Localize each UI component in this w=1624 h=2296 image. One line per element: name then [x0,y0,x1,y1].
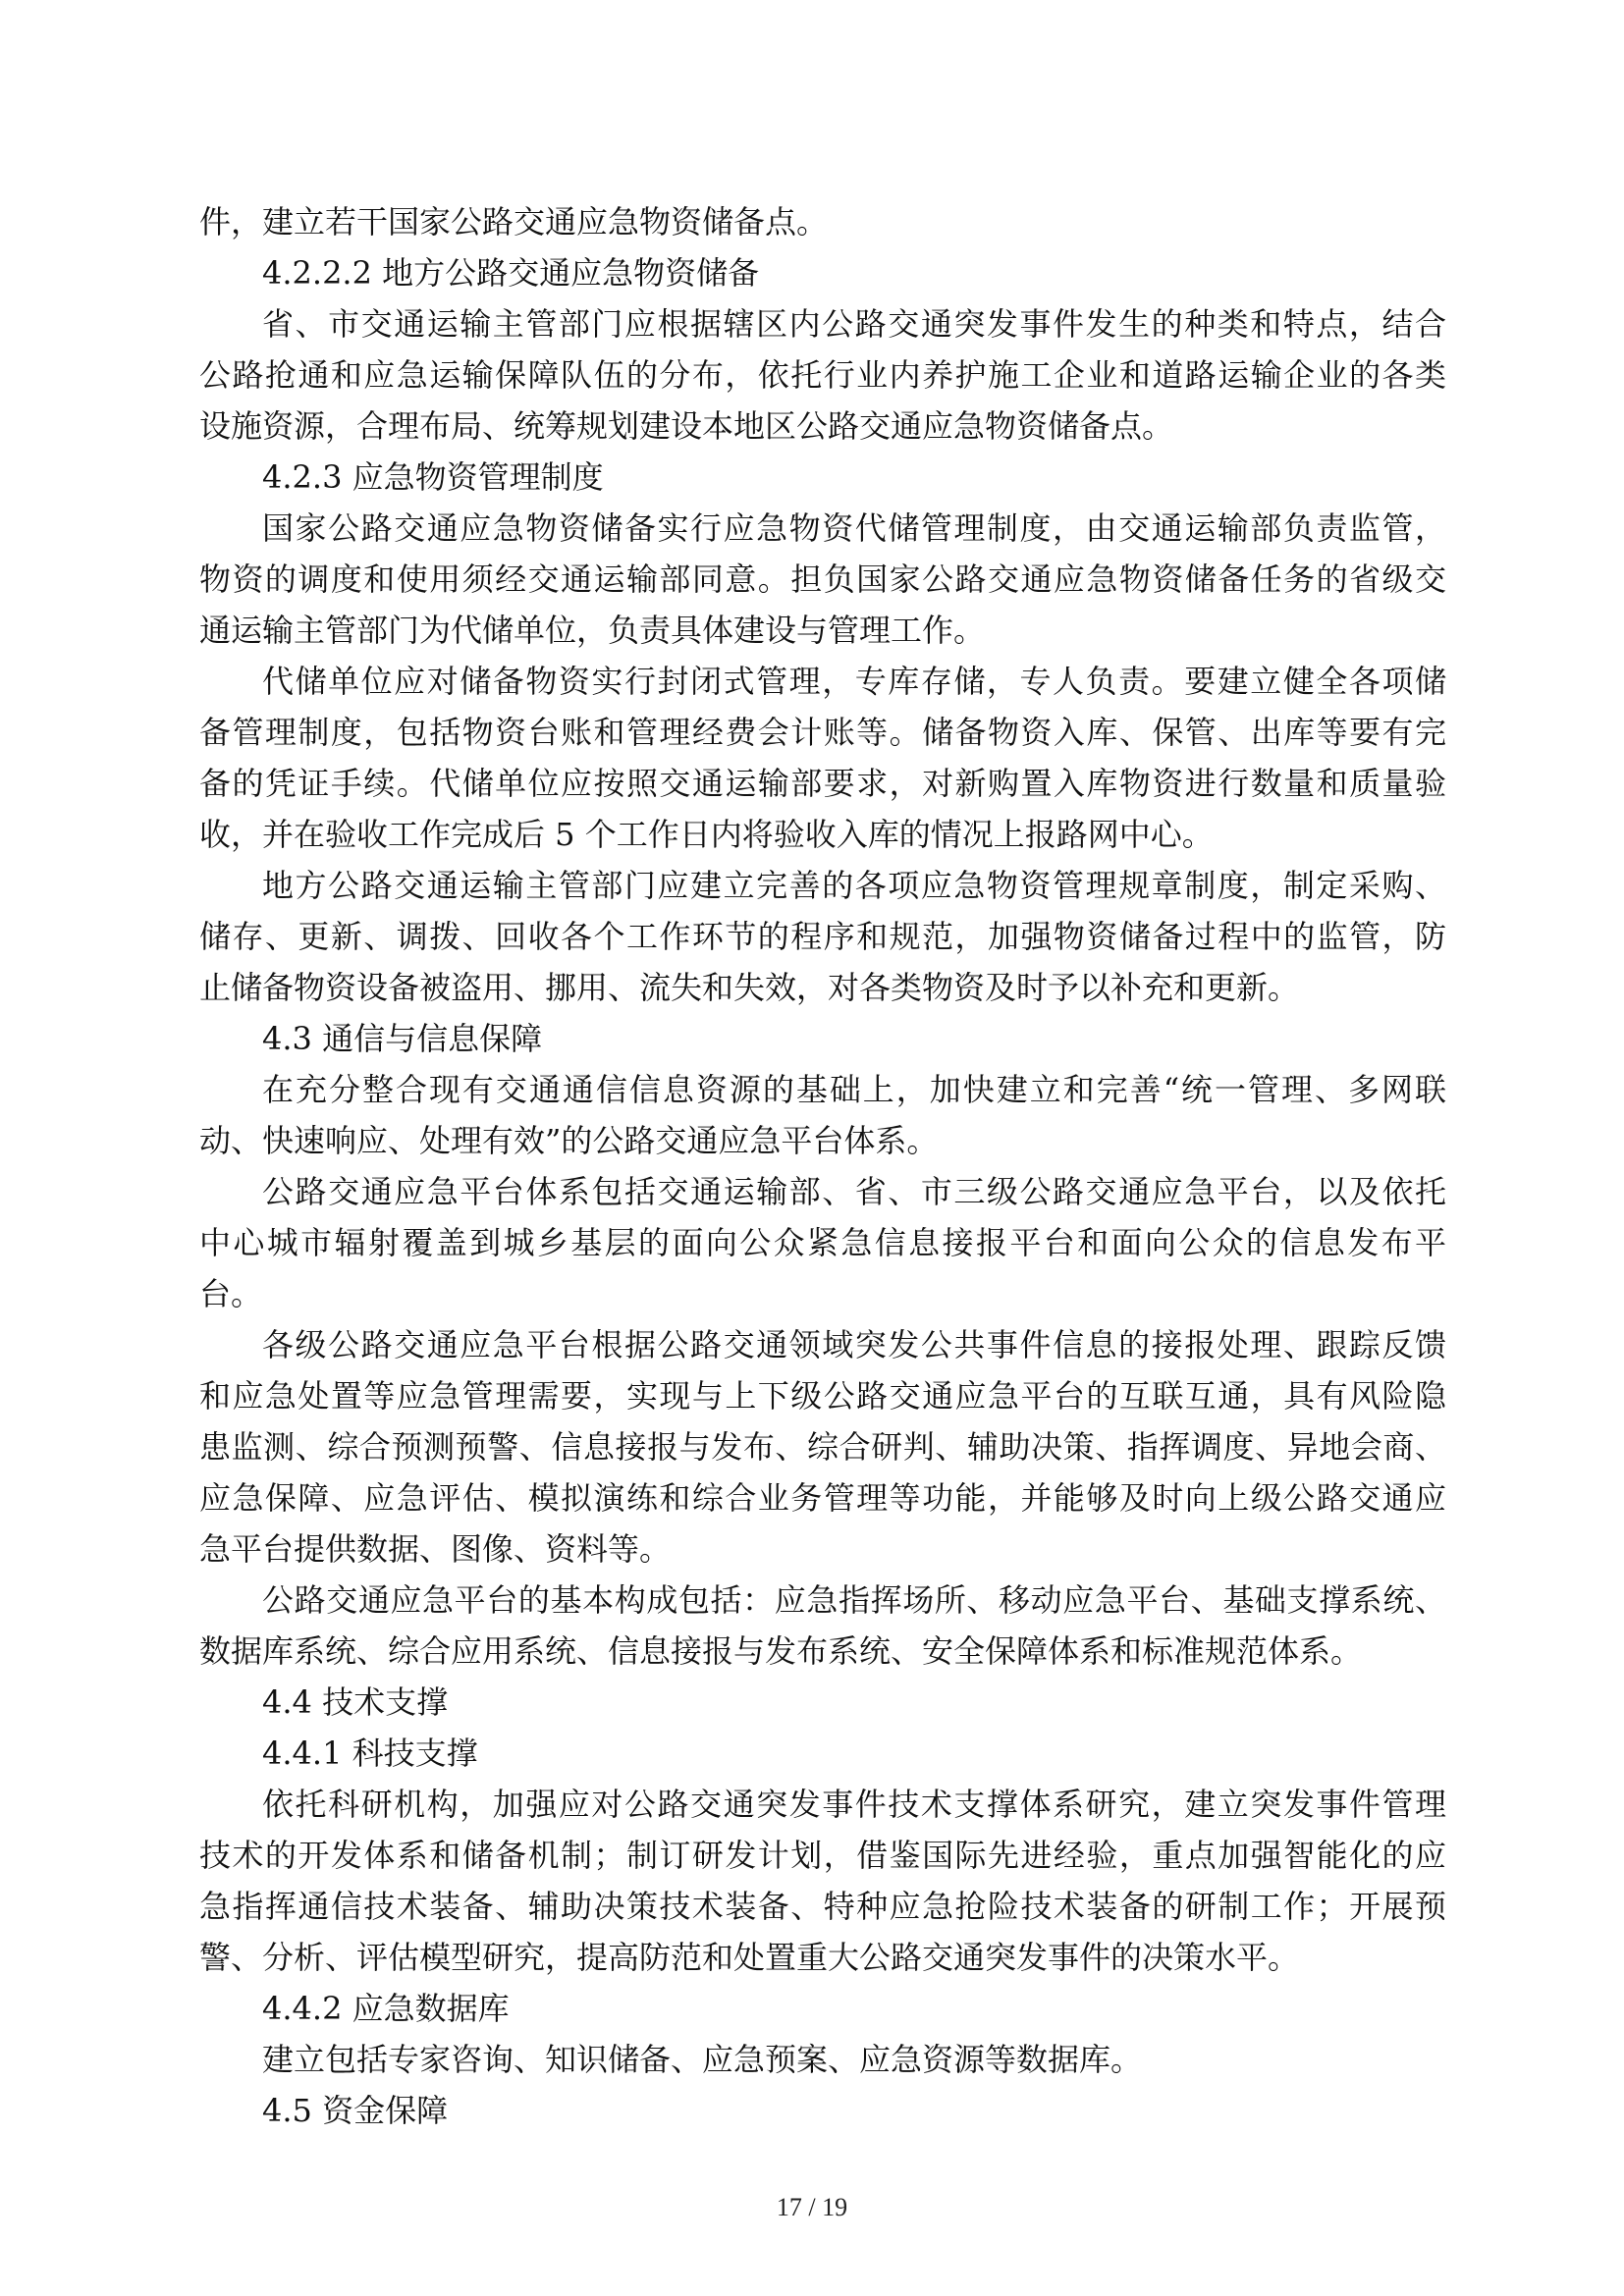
paragraph-line: 备管理制度，包括物资台账和管理经费会计账等。储备物资入库、保管、出库等要有完 [199,714,1446,751]
section-heading: 4.5 资金保障 [262,2092,449,2129]
paragraph-line: 建立包括专家咨询、知识储备、应急预案、应急资源等数据库。 [262,2041,1143,2078]
paragraph-line: 省、市交通运输主管部门应根据辖区内公路交通突发事件发生的种类和特点，结合 [262,305,1446,343]
paragraph-line: 技术的开发体系和储备机制；制订研发计划，借鉴国际先进经验，重点加强智能化的应 [199,1837,1446,1874]
paragraph-line: 警、分析、评估模型研究，提高防范和处置重大公路交通突发事件的决策水平。 [199,1939,1300,1976]
paragraph-line: 件，建立若干国家公路交通应急物资储备点。 [199,203,829,240]
paragraph-line: 止储备物资设备被盗用、挪用、流失和失效，对各类物资及时予以补充和更新。 [199,969,1300,1006]
paragraph-line: 地方公路交通运输主管部门应建立完善的各项应急物资管理规章制度，制定采购、 [262,867,1446,904]
paragraph-line: 在充分整合现有交通通信信息资源的基础上，加快建立和完善“统一管理、多网联 [262,1071,1446,1108]
paragraph-line: 公路交通应急平台体系包括交通运输部、省、市三级公路交通应急平台，以及依托 [262,1173,1446,1210]
paragraph-line: 设施资源，合理布局、统筹规划建设本地区公路交通应急物资储备点。 [199,407,1174,445]
paragraph-line: 收，并在验收工作完成后 5 个工作日内将验收入库的情况上报路网中心。 [199,816,1214,853]
paragraph-line: 通运输主管部门为代储单位，负责具体建设与管理工作。 [199,612,986,649]
paragraph-line: 急指挥通信技术装备、辅助决策技术装备、特种应急抢险技术装备的研制工作；开展预 [199,1888,1446,1925]
paragraph-line: 数据库系统、综合应用系统、信息接报与发布系统、安全保障体系和标准规范体系。 [199,1632,1363,1670]
paragraph-line: 备的凭证手续。代储单位应按照交通运输部要求，对新购置入库物资进行数量和质量验 [199,765,1446,802]
paragraph-line: 应急保障、应急评估、模拟演练和综合业务管理等功能，并能够及时向上级公路交通应 [199,1479,1446,1517]
paragraph-line: 物资的调度和使用须经交通运输部同意。担负国家公路交通应急物资储备任务的省级交 [199,561,1446,598]
document-body [199,196,1446,2136]
section-heading: 4.3 通信与信息保障 [262,1020,543,1057]
paragraph-line: 和应急处置等应急管理需要，实现与上下级公路交通应急平台的互联互通，具有风险隐 [199,1377,1446,1415]
paragraph-line: 公路交通应急平台的基本构成包括：应急指挥场所、移动应急平台、基础支撑系统、 [262,1581,1446,1619]
section-heading: 4.2.2.2 地方公路交通应急物资储备 [262,254,760,292]
page-number: 17 / 19 [776,2193,848,2221]
section-heading: 4.4.1 科技支撑 [262,1735,478,1772]
paragraph-line: 急平台提供数据、图像、资料等。 [199,1530,672,1568]
paragraph-line: 公路抢通和应急运输保障队伍的分布，依托行业内养护施工企业和道路运输企业的各类 [199,356,1446,394]
paragraph-line: 患监测、综合预测预警、信息接报与发布、综合研判、辅助决策、指挥调度、异地会商、 [199,1428,1446,1466]
section-heading: 4.4.2 应急数据库 [262,1990,510,2027]
paragraph-line: 依托科研机构，加强应对公路交通突发事件技术支撑体系研究，建立突发事件管理 [262,1786,1446,1823]
paragraph-line: 储存、更新、调拨、回收各个工作环节的程序和规范，加强物资储备过程中的监管，防 [199,918,1446,955]
paragraph-line: 各级公路交通应急平台根据公路交通领域突发公共事件信息的接报处理、跟踪反馈 [262,1326,1446,1363]
section-heading: 4.4 技术支撑 [262,1683,449,1721]
paragraph-line: 代储单位应对储备物资实行封闭式管理，专库存储，专人负责。要建立健全各项储 [262,663,1446,700]
paragraph-line: 国家公路交通应急物资储备实行应急物资代储管理制度，由交通运输部负责监管， [262,509,1446,547]
paragraph-line: 中心城市辐射覆盖到城乡基层的面向公众紧急信息接报平台和面向公众的信息发布平 [199,1224,1446,1261]
paragraph-line: 台。 [199,1275,263,1312]
paragraph-line: 动、快速响应、处理有效”的公路交通应急平台体系。 [199,1122,939,1159]
section-heading: 4.2.3 应急物资管理制度 [262,458,604,496]
